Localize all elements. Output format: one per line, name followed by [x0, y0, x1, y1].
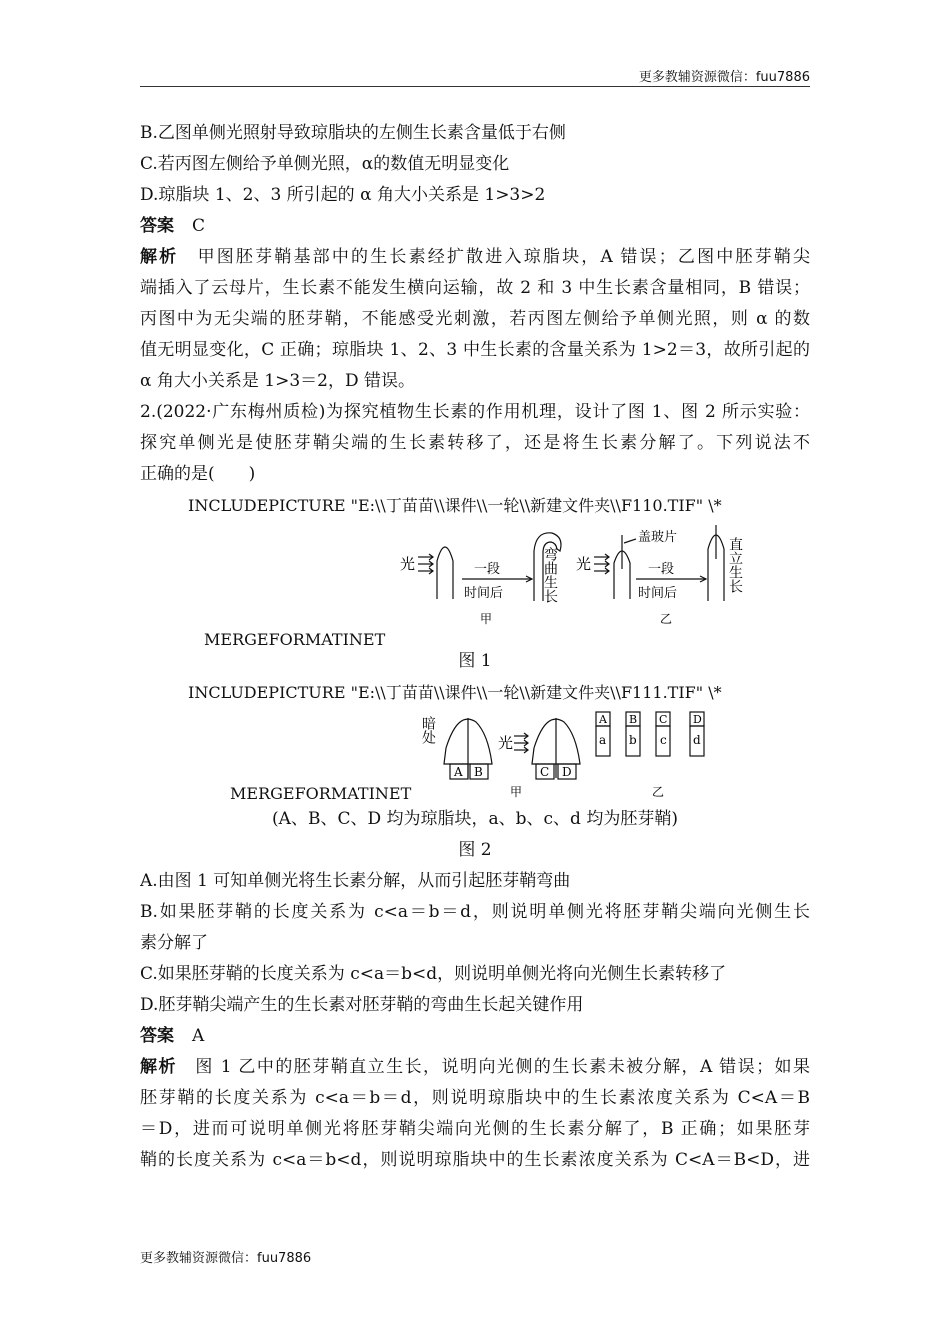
fig1-jia-arrow-top: 一段 — [474, 562, 501, 577]
q1-analysis-line-1 — [140, 242, 810, 273]
q2-option-b-line-1: B.如果胚芽鞘的长度关系为 c<a＝b＝d，则说明单侧光将胚芽鞘尖端向光侧生长 — [140, 902, 810, 922]
fig2-caption: 图 2 — [458, 840, 492, 860]
fig1-yi-light-arrows — [594, 554, 609, 574]
fig2-label-jia: 甲 — [510, 785, 523, 799]
q2-analysis-line-4: 鞘的长度关系为 c<a＝b<d，则说明琼脂块中的生长素浓度关系为 C<A＝B<D，进 — [140, 1150, 810, 1170]
q1-option-b: B.乙图单侧光照射导致琼脂块的左侧生长素含量低于右侧 — [140, 123, 566, 143]
fig1-jia-coleoptile-before — [437, 547, 453, 599]
fig2-note: (A、B、C、D 均为琼脂块，a、b、c、d 均为胚芽鞘) — [272, 809, 678, 829]
fig2-yi-block-a-label: A — [599, 713, 607, 726]
fig2-include-field: INCLUDEPICTURE "E:\\丁苗苗\\课件\\一轮\\新建文件夹\\F111.TIF" \* — [188, 683, 722, 702]
q1-analysis-line-4: 值无明显变化，C 正确；琼脂块 1、2、3 中生长素的含量关系为 1>2＝3，故所引起的 — [140, 340, 810, 360]
fig1-label-yi: 乙 — [660, 612, 673, 626]
figure-2 — [140, 708, 810, 804]
q1-analysis-line-5: α 角大小关系是 1>3＝2，D 错误。 — [140, 371, 416, 391]
figure-1 — [140, 521, 810, 649]
q2-answer-label: 答案 — [140, 1026, 174, 1046]
fig2-yi-block-d-label: D — [693, 713, 702, 726]
page-footer: 更多教辅资源微信：fuu7886 — [140, 1251, 312, 1266]
q2-stem-line-2: 探究单侧光是使胚芽鞘尖端的生长素转移了，还是将生长素分解了。下列说法不 — [140, 433, 810, 453]
fig1-yi-result: 直立生长 — [727, 537, 743, 593]
q2-stem-line-1: 2.(2022·广东梅州质检)为探究植物生长素的作用机理，设计了图 1、图 2 所示实验： — [140, 402, 810, 422]
q1-option-c: C.若丙图左侧给予单侧光照，α的数值无明显变化 — [140, 154, 510, 174]
fig2-dark-label: 暗处 — [420, 716, 436, 744]
fig1-jia-light-label: 光 — [400, 555, 416, 573]
fig1-yi-mica-pointer — [624, 539, 636, 543]
q2-option-a: A.由图 1 可知单侧光将生长素分解，从而引起胚芽鞘弯曲 — [140, 871, 571, 891]
q2-answer-value: A — [192, 1026, 205, 1046]
q1-answer-label: 答案 — [140, 216, 174, 236]
q2-analysis-line-2: 胚芽鞘的长度关系为 c<a＝b＝d，则说明琼脂块中的生长素浓度关系为 C<A＝B — [140, 1088, 810, 1108]
fig2-light-arrows — [514, 733, 528, 753]
q1-analysis-line-2: 端插入了云母片，生长素不能发生横向运输，故 2 和 3 中生长素含量相同，B 错误； — [140, 278, 810, 298]
fig1-diagram — [140, 521, 810, 646]
fig2-label-yi: 乙 — [652, 785, 665, 799]
fig2-block-d-label: D — [562, 765, 572, 779]
fig2-yi-coleoptile-d-label: d — [693, 733, 701, 747]
fig1-include-field: INCLUDEPICTURE "E:\\丁苗苗\\课件\\一轮\\新建文件夹\\F110.TIF" \* — [188, 496, 722, 515]
q2-analysis-text-1: 图 1 乙中的胚芽鞘直立生长，说明向光侧的生长素未被分解，A 错误；如果 — [195, 1057, 811, 1077]
fig2-yi-coleoptile-a-label: a — [599, 733, 607, 747]
fig1-jia-result: 弯曲生长 — [542, 547, 558, 603]
fig2-diagram — [140, 708, 810, 804]
q1-option-d: D.琼脂块 1、2、3 所引起的 α 角大小关系是 1>3>2 — [140, 185, 546, 205]
q2-analysis-label: 解析 — [140, 1057, 177, 1077]
fig2-yi-coleoptile-c-label: c — [660, 733, 667, 747]
fig1-yi-mica-label: 盖玻片 — [638, 530, 678, 545]
fig1-yi-light-label: 光 — [576, 555, 592, 573]
fig2-block-b-label: B — [474, 765, 483, 779]
q2-answer — [140, 1021, 810, 1052]
fig2-block-c-label: C — [540, 765, 550, 779]
q1-answer — [140, 211, 810, 242]
fig2-block-a-label: A — [454, 765, 463, 779]
q2-stem-line-3: 正确的是( ) — [140, 464, 256, 484]
q1-answer-value: C — [192, 216, 206, 236]
q1-analysis-text-1: 甲图胚芽鞘基部中的生长素经扩散进入琼脂块，A 错误；乙图中胚芽鞘尖 — [197, 247, 810, 267]
fig1-jia-arrow-bottom: 时间后 — [464, 586, 504, 601]
fig2-yi-coleoptile-b-label: b — [629, 733, 637, 747]
q2-option-c: C.如果胚芽鞘的长度关系为 c<a＝b<d，则说明单侧光将向光侧生长素转移了 — [140, 964, 727, 984]
q1-analysis-label: 解析 — [140, 247, 179, 267]
q2-analysis-line-1 — [140, 1052, 810, 1083]
q2-option-b-line-2: 素分解了 — [140, 933, 208, 953]
fig1-jia-light-arrows — [418, 554, 433, 574]
fig2-yi-block-c-label: C — [659, 713, 668, 726]
fig1-yi-arrow-bottom: 时间后 — [638, 586, 678, 601]
q1-analysis-line-3: 丙图中为无尖端的胚芽鞘，不能感受光刺激，若丙图左侧给予单侧光照，则 α 的数 — [140, 309, 810, 329]
page-header: 更多教辅资源微信：fuu7886 — [638, 70, 810, 85]
fig1-yi-arrow-top: 一段 — [648, 562, 675, 577]
q2-analysis-line-3: ＝D，进而可说明单侧光将胚芽鞘尖端向光侧的生长素分解了，B 正确；如果胚芽 — [140, 1119, 810, 1139]
page-content — [140, 118, 810, 1176]
fig1-label-jia: 甲 — [480, 612, 493, 626]
header-rule — [140, 86, 810, 87]
fig1-merge-field: MERGEFORMATINET — [204, 630, 386, 649]
q2-option-d: D.胚芽鞘尖端产生的生长素对胚芽鞘的弯曲生长起关键作用 — [140, 995, 584, 1015]
fig2-merge-field: MERGEFORMATINET — [230, 784, 412, 803]
fig1-caption: 图 1 — [458, 651, 492, 671]
fig2-yi-block-b-label: B — [629, 713, 638, 726]
fig2-light-label: 光 — [498, 734, 514, 752]
